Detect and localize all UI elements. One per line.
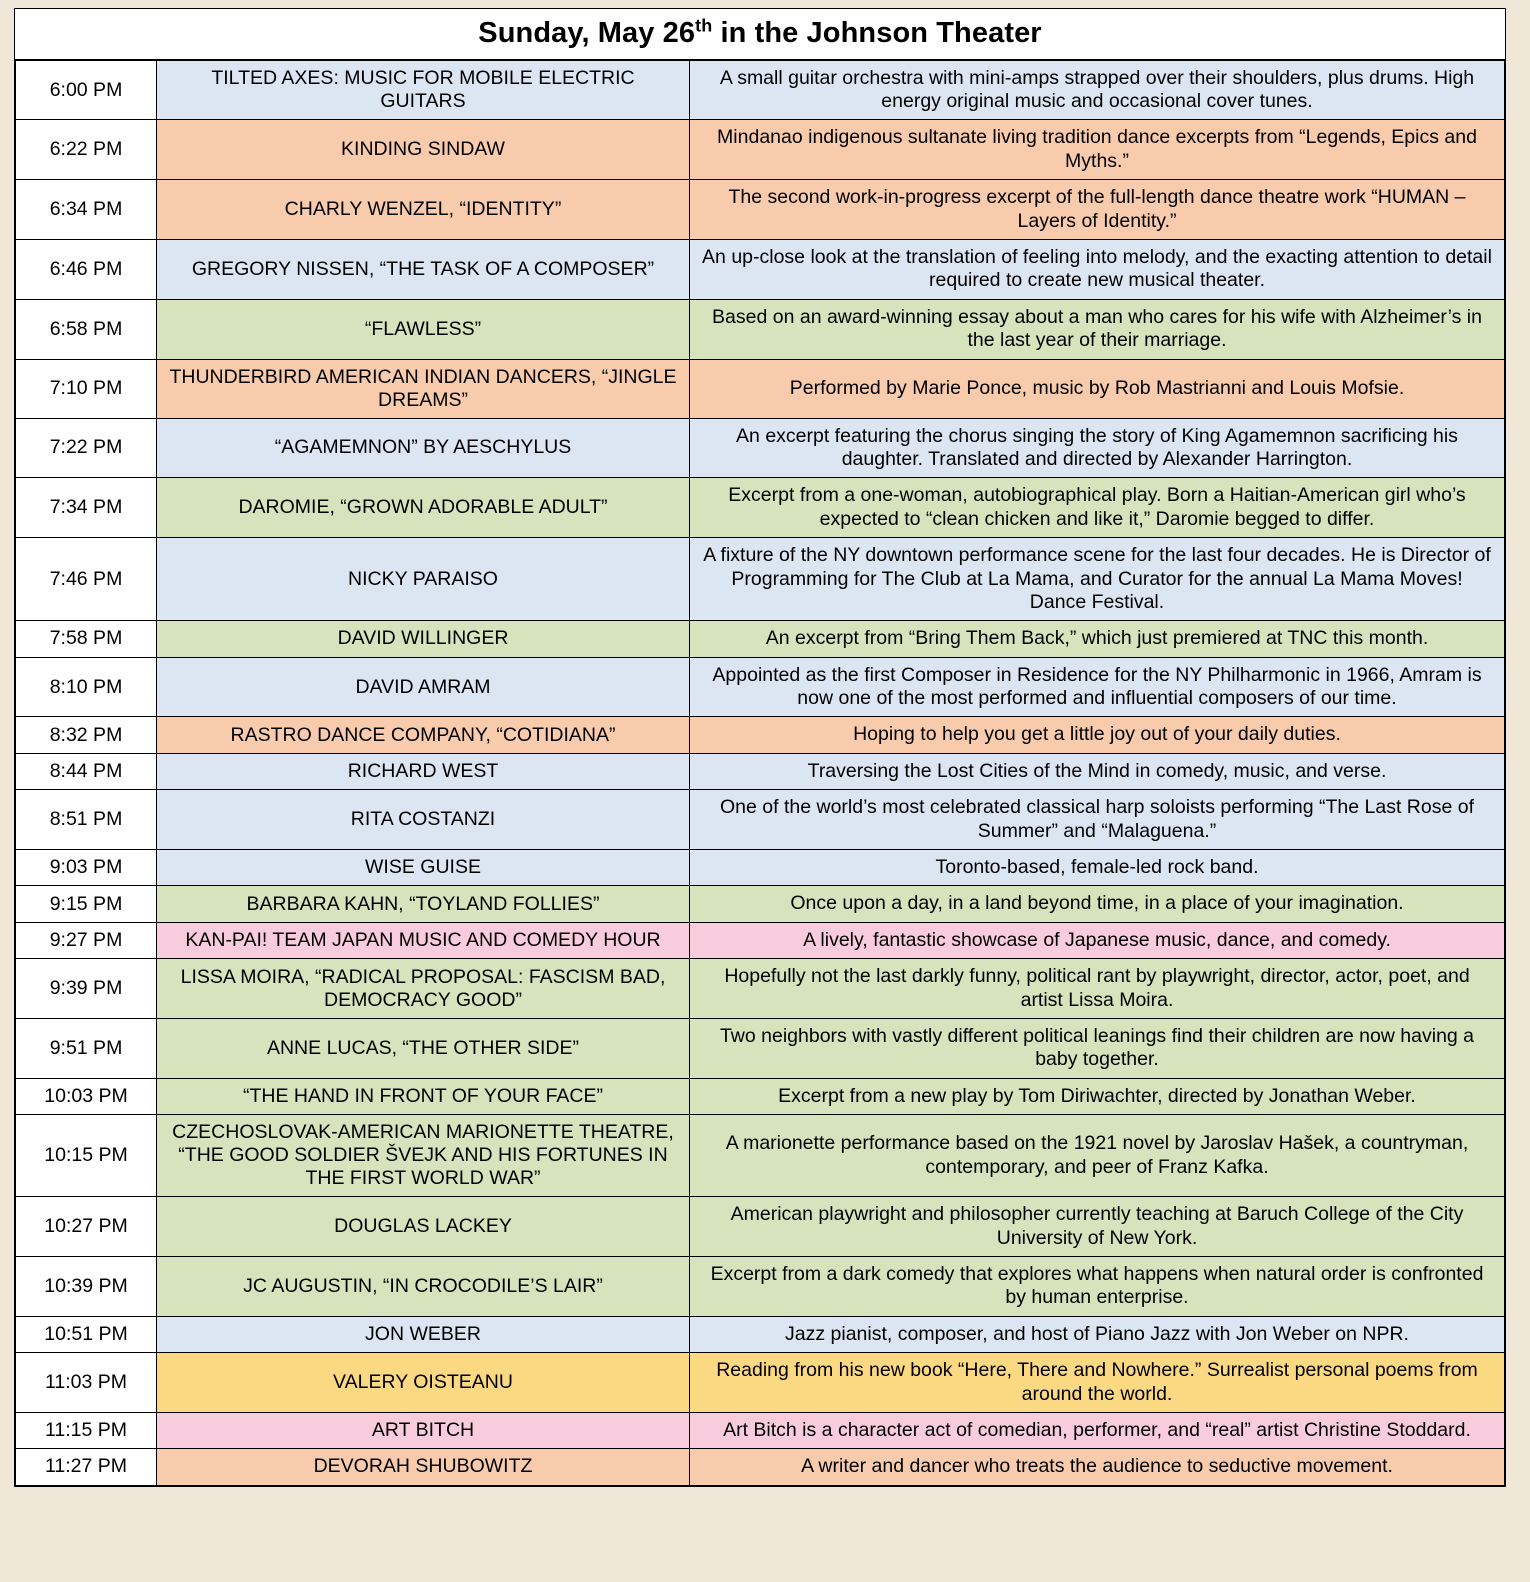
row-description: Two neighbors with vastly different political leanings find their children are now having a baby together. — [690, 1018, 1505, 1078]
table-row — [16, 1256, 1505, 1316]
row-time: 7:22 PM — [16, 418, 157, 478]
row-act-title: CZECHOSLOVAK-AMERICAN MARIONETTE THEATRE, “THE GOOD SOLDIER ŠVEJK AND HIS FORTUNES IN THE FIRST WORLD WAR” — [157, 1115, 690, 1197]
row-act-title: JC AUGUSTIN, “IN CROCODILE’S LAIR” — [157, 1256, 690, 1316]
row-act-title: “AGAMEMNON” BY AESCHYLUS — [157, 418, 690, 478]
row-act-title: DAROMIE, “GROWN ADORABLE ADULT” — [157, 478, 690, 538]
table-row — [16, 753, 1505, 789]
table-row — [16, 657, 1505, 717]
page-title-ordinal: th — [695, 15, 713, 35]
row-act-title: RICHARD WEST — [157, 753, 690, 789]
row-time: 6:34 PM — [16, 180, 157, 240]
table-row — [16, 1316, 1505, 1352]
row-description: A writer and dancer who treats the audience to seductive movement. — [690, 1449, 1505, 1485]
row-act-title: DAVID WILLINGER — [157, 621, 690, 657]
row-act-title: DOUGLAS LACKEY — [157, 1197, 690, 1257]
row-time: 9:27 PM — [16, 922, 157, 958]
table-row — [16, 621, 1505, 657]
row-time: 9:15 PM — [16, 886, 157, 922]
row-description: A fixture of the NY downtown performance scene for the last four decades. He is Director of Programming for The Club at La Mama, and Curator for the annual La Mama Moves! Dance Festival. — [690, 538, 1505, 621]
page-title-prefix: Sunday, May 26 — [478, 16, 696, 49]
page-title-text — [478, 17, 1041, 49]
row-description: Traversing the Lost Cities of the Mind in comedy, music, and verse. — [690, 753, 1505, 789]
table-row — [16, 1115, 1505, 1197]
table-row — [16, 180, 1505, 240]
table-row — [16, 1353, 1505, 1413]
row-time: 11:03 PM — [16, 1353, 157, 1413]
row-time: 9:39 PM — [16, 959, 157, 1019]
row-time: 7:34 PM — [16, 478, 157, 538]
row-time: 11:15 PM — [16, 1412, 157, 1448]
row-act-title: NICKY PARAISO — [157, 538, 690, 621]
row-description: An up-close look at the translation of feeling into melody, and the exacting attention to detail required to create new musical theater. — [690, 240, 1505, 300]
table-row — [16, 359, 1505, 418]
row-description: Excerpt from a new play by Tom Diriwachter, directed by Jonathan Weber. — [690, 1078, 1505, 1114]
row-time: 8:10 PM — [16, 657, 157, 717]
schedule-sheet — [14, 8, 1506, 1487]
row-time: 11:27 PM — [16, 1449, 157, 1485]
row-time: 6:58 PM — [16, 299, 157, 359]
row-act-title: BARBARA KAHN, “TOYLAND FOLLIES” — [157, 886, 690, 922]
row-act-title: THUNDERBIRD AMERICAN INDIAN DANCERS, “JINGLE DREAMS” — [157, 359, 690, 418]
row-time: 7:46 PM — [16, 538, 157, 621]
row-act-title: CHARLY WENZEL, “IDENTITY” — [157, 180, 690, 240]
row-time: 8:32 PM — [16, 717, 157, 753]
row-act-title: ANNE LUCAS, “THE OTHER SIDE” — [157, 1018, 690, 1078]
table-row — [16, 1412, 1505, 1448]
row-description: Appointed as the first Composer in Residence for the NY Philharmonic in 1966, Amram is now one of the most performed and influential composers of our time. — [690, 657, 1505, 717]
table-row — [16, 299, 1505, 359]
row-description: A lively, fantastic showcase of Japanese music, dance, and comedy. — [690, 922, 1505, 958]
page-title-suffix: in the Johnson Theater — [712, 16, 1042, 49]
table-row — [16, 1078, 1505, 1114]
table-row — [16, 1018, 1505, 1078]
row-description: Once upon a day, in a land beyond time, in a place of your imagination. — [690, 886, 1505, 922]
row-time: 10:51 PM — [16, 1316, 157, 1352]
row-act-title: KAN-PAI! TEAM JAPAN MUSIC AND COMEDY HOUR — [157, 922, 690, 958]
row-description: Art Bitch is a character act of comedian, performer, and “real” artist Christine Stoddard. — [690, 1412, 1505, 1448]
row-time: 7:10 PM — [16, 359, 157, 418]
row-time: 9:03 PM — [16, 850, 157, 886]
table-row — [16, 478, 1505, 538]
row-act-title: ART BITCH — [157, 1412, 690, 1448]
row-description: Performed by Marie Ponce, music by Rob Mastrianni and Louis Mofsie. — [690, 359, 1505, 418]
row-description: An excerpt featuring the chorus singing the story of King Agamemnon sacrificing his daughter. Translated and directed by Alexander Harrington. — [690, 418, 1505, 478]
page-title — [15, 9, 1505, 60]
row-time: 10:27 PM — [16, 1197, 157, 1257]
table-row — [16, 240, 1505, 300]
table-row — [16, 850, 1505, 886]
row-description: One of the world’s most celebrated classical harp soloists performing “The Last Rose of Summer” and “Malaguena.” — [690, 790, 1505, 850]
schedule-table — [15, 60, 1505, 1486]
table-row — [16, 1449, 1505, 1485]
table-row — [16, 60, 1505, 120]
table-row — [16, 1197, 1505, 1257]
row-description: An excerpt from “Bring Them Back,” which just premiered at TNC this month. — [690, 621, 1505, 657]
row-act-title: RITA COSTANZI — [157, 790, 690, 850]
row-description: Excerpt from a dark comedy that explores what happens when natural order is confronted by human enterprise. — [690, 1256, 1505, 1316]
row-time: 6:46 PM — [16, 240, 157, 300]
table-row — [16, 790, 1505, 850]
row-time: 10:15 PM — [16, 1115, 157, 1197]
row-description: American playwright and philosopher currently teaching at Baruch College of the City University of New York. — [690, 1197, 1505, 1257]
row-time: 7:58 PM — [16, 621, 157, 657]
row-description: Excerpt from a one-woman, autobiographical play. Born a Haitian-American girl who’s expected to “clean chicken and like it,” Daromie begged to differ. — [690, 478, 1505, 538]
row-description: Hopefully not the last darkly funny, political rant by playwright, director, actor, poet, and artist Lissa Moira. — [690, 959, 1505, 1019]
row-act-title: JON WEBER — [157, 1316, 690, 1352]
row-description: A marionette performance based on the 1921 novel by Jaroslav Hašek, a countryman, contemporary, and peer of Franz Kafka. — [690, 1115, 1505, 1197]
table-row — [16, 922, 1505, 958]
row-time: 8:44 PM — [16, 753, 157, 789]
row-act-title: KINDING SINDAW — [157, 120, 690, 180]
row-description: Toronto-based, female-led rock band. — [690, 850, 1505, 886]
row-time: 10:03 PM — [16, 1078, 157, 1114]
row-act-title: VALERY OISTEANU — [157, 1353, 690, 1413]
row-description: Mindanao indigenous sultanate living tradition dance excerpts from “Legends, Epics and Myths.” — [690, 120, 1505, 180]
row-time: 10:39 PM — [16, 1256, 157, 1316]
table-row — [16, 418, 1505, 478]
table-row — [16, 538, 1505, 621]
row-time: 9:51 PM — [16, 1018, 157, 1078]
row-description: The second work-in-progress excerpt of the full-length dance theatre work “HUMAN – Layers of Identity.” — [690, 180, 1505, 240]
table-row — [16, 959, 1505, 1019]
row-act-title: WISE GUISE — [157, 850, 690, 886]
row-time: 6:22 PM — [16, 120, 157, 180]
row-description: Reading from his new book “Here, There and Nowhere.” Surrealist personal poems from around the world. — [690, 1353, 1505, 1413]
row-time: 6:00 PM — [16, 60, 157, 120]
table-row — [16, 717, 1505, 753]
row-act-title: DAVID AMRAM — [157, 657, 690, 717]
row-act-title: TILTED AXES: MUSIC FOR MOBILE ELECTRIC GUITARS — [157, 60, 690, 120]
row-description: Hoping to help you get a little joy out of your daily duties. — [690, 717, 1505, 753]
row-description: Jazz pianist, composer, and host of Piano Jazz with Jon Weber on NPR. — [690, 1316, 1505, 1352]
row-act-title: LISSA MOIRA, “RADICAL PROPOSAL: FASCISM BAD, DEMOCRACY GOOD” — [157, 959, 690, 1019]
row-act-title: GREGORY NISSEN, “THE TASK OF A COMPOSER” — [157, 240, 690, 300]
table-row — [16, 886, 1505, 922]
row-act-title: RASTRO DANCE COMPANY, “COTIDIANA” — [157, 717, 690, 753]
row-description: Based on an award-winning essay about a man who cares for his wife with Alzheimer’s in the last year of their marriage. — [690, 299, 1505, 359]
row-time: 8:51 PM — [16, 790, 157, 850]
table-row — [16, 120, 1505, 180]
row-act-title: DEVORAH SHUBOWITZ — [157, 1449, 690, 1485]
schedule-body — [16, 60, 1505, 1485]
row-description: A small guitar orchestra with mini-amps strapped over their shoulders, plus drums. High energy original music and occasional cover tunes. — [690, 60, 1505, 120]
row-act-title: “FLAWLESS” — [157, 299, 690, 359]
row-act-title: “THE HAND IN FRONT OF YOUR FACE” — [157, 1078, 690, 1114]
